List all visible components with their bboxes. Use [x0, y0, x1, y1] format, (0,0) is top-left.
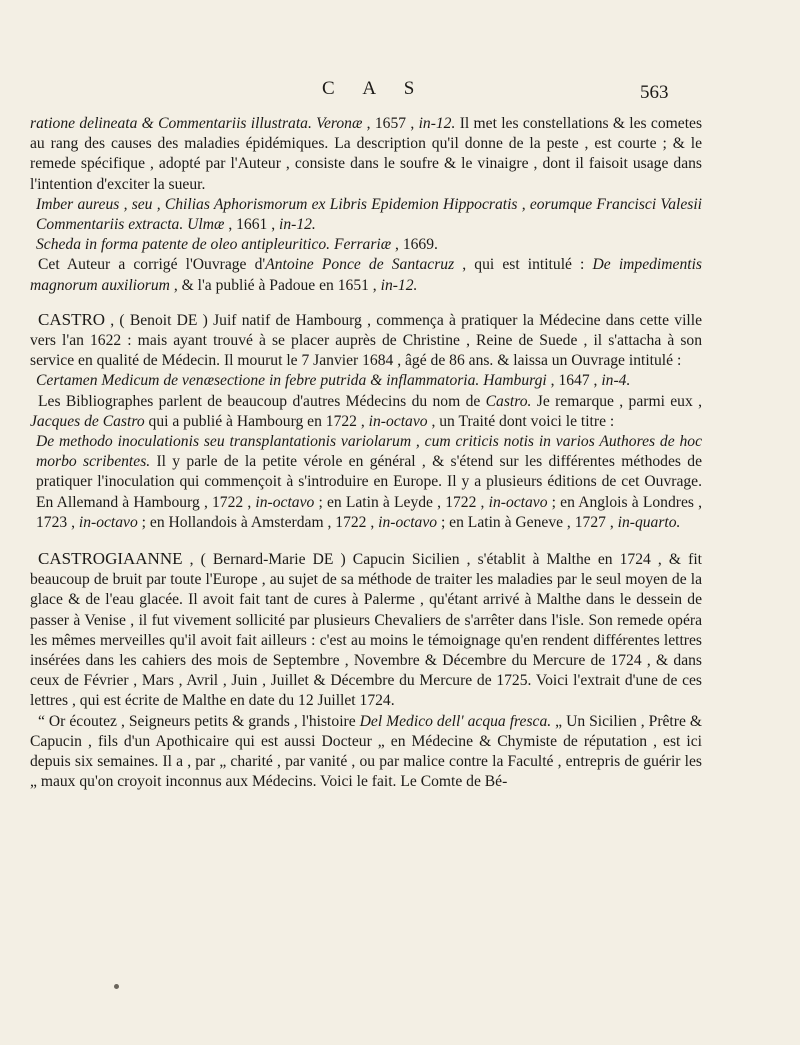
text-run: , 1647 ,: [546, 372, 602, 390]
text-run: in-octavo: [78, 513, 138, 531]
text-run: in-4.: [601, 372, 631, 390]
text-run: Del Medico dell' acqua fresca.: [359, 712, 552, 730]
text-run: Scheda in forma patente de oleo antipleuritico. Ferrariæ: [36, 236, 392, 254]
text-run: Il met les constellations & les cometes au rang des causes des maladies épidémiques. La description qu'il donne de la peste , est courte ; & le remede spécifique , adopté par l'Auteur , consiste dans le soufre & le vinaigre , dont il faisoit usage dans l'intention d'exciter la sueur.: [30, 115, 703, 193]
text-run: , qui est intitulé :: [454, 256, 593, 274]
paragraph-p4: [30, 255, 702, 295]
paragraph-p7: [30, 392, 702, 432]
text-run: Castro.: [485, 392, 532, 410]
entry-heading: CASTRO: [38, 309, 106, 329]
text-run: in-octavo: [488, 493, 548, 511]
text-run: De methodo inoculationis seu transplantationis variolarum , cum criticis notis in varios Authores de hoc morbo scribentes.: [36, 433, 702, 471]
text-run: in-octavo: [255, 493, 315, 511]
page-body: [30, 114, 702, 793]
text-run: Imber aureus , seu , Chilias Aphorismorum ex Libris Epidemion Hippocratis , eorumque Francisci Valesii Commentariis extracta. Ulmæ: [36, 195, 702, 234]
text-run: in-octavo: [378, 513, 438, 531]
paragraph-p3: [30, 235, 702, 255]
text-run: , & l'a publié à Padoue en 1651 ,: [169, 276, 381, 294]
text-run: „ Un Sicilien , Prêtre & Capucin , fils d'un Apothicaire qui est aussi Docteur „ en Médecine & Chymiste de réputation , est ici depuis six semaines. Il a , par „ charité , par vanité , ou par malice contre la Faculté , entrepris de guérir les „ maux qu'on croyoit inconnus aux Médecins. Voici le fait. Le Comte de Bé-: [30, 712, 703, 791]
text-run: , ( Bernard-Marie DE ) Capucin Sicilien , s'établit à Malthe en 1724 , & fit beaucoup de bruit par toute l'Europe , au sujet de sa méthode de traiter les maladies par le seul moyen de la glace & de l'eau glacée. Il avoit fait tant de cures à Palerme , qu'étant arrivé à Malthe dans le dessein de passer à Venise , il fut vivement sollicité par plusieurs Chevaliers de s'arrêter dans l'isle. Son remede opéra les mêmes merveilles qu'il avoit fait ailleurs : c'est au moins le témoignage qu'en rendent différentes lettres insérées dans les cahiers des mois de Septembre , Novembre & Décembre du Mercure de 1724 , & dans ceux de Février , Mars , Avril , Juin , Juillet & Décembre du Mercure de 1725. Voici l'extrait d'une de ces lettres , qui est écrite de Malthe en date du 12 Juillet 1724.: [30, 551, 702, 710]
text-run: “ Or écoutez , Seigneurs petits & grands , l'histoire: [38, 712, 360, 730]
text-run: ratione delineata & Commentariis illustrata. Veronæ: [30, 115, 363, 132]
text-run: , 1657 ,: [362, 115, 419, 132]
text-run: ; en Latin à Geneve , 1727 ,: [437, 513, 618, 531]
text-run: Antoine Ponce de Santacruz: [265, 256, 455, 274]
paragraph-p10: [30, 712, 702, 793]
paragraph-p5: [30, 310, 702, 372]
running-title: C A S: [322, 78, 427, 99]
text-run: ; en Latin à Leyde , 1722 ,: [314, 493, 489, 511]
text-run: in-quarto.: [617, 513, 681, 531]
entry-heading: CASTROGIAANNE: [38, 549, 183, 569]
text-run: ; en Hollandois à Amsterdam , 1722 ,: [137, 513, 379, 531]
text-run: ; en Anglois à Londres , 1723 ,: [36, 493, 702, 531]
text-run: Il y parle de la petite vérole en général , & s'étend sur les différentes méthodes de pratiquer l'inoculation qui commençoit à s'introduire en Europe. Il y a plusieurs éditions de cet Ouvrage. En Allemand à Hambourg , 1722 ,: [36, 453, 702, 511]
text-run: qui a publié à Hambourg en 1722 ,: [144, 412, 369, 430]
page-number: 563: [640, 82, 669, 103]
text-run: De impedimentis magnorum auxiliorum: [30, 256, 702, 294]
paragraph-p8: [30, 432, 702, 533]
paragraph-p9: [30, 549, 702, 712]
text-run: Les Bibliographes parlent de beaucoup d'autres Médecins du nom de: [38, 392, 486, 410]
text-run: Jacques de Castro: [30, 412, 145, 430]
text-run: Certamen Medicum de venæsectione in febre putrida & inflammatoria. Hamburgi: [36, 372, 547, 390]
text-run: , 1661 ,: [224, 216, 279, 234]
text-run: , 1669.: [391, 236, 438, 254]
text-run: in-12.: [380, 276, 418, 294]
text-run: in-12.: [418, 115, 456, 132]
paragraph-p1: [30, 114, 702, 195]
text-run: , ( Benoit DE ) Juif natif de Hambourg , commença à pratiquer la Médecine dans cette ville vers l'an 1622 : mais ayant trouvé à se placer auprès de Christine , Reine de Suede , il s'attacha à son service en qualité de Médecin. Il mourut le 7 Janvier 1684 , âgé de 86 ans. & laissa un Ouvrage intitulé :: [30, 311, 702, 370]
text-run: Je remarque , parmi eux ,: [531, 392, 703, 410]
paragraph-p2: [30, 195, 702, 235]
paragraph-p6: [30, 371, 702, 391]
text-run: in-12.: [279, 216, 316, 234]
ink-speck: [114, 984, 119, 989]
running-header: [0, 78, 800, 108]
text-run: in-octavo: [368, 412, 428, 430]
text-run: , un Traité dont voici le titre :: [427, 412, 615, 430]
text-run: Cet Auteur a corrigé l'Ouvrage d': [38, 256, 266, 274]
